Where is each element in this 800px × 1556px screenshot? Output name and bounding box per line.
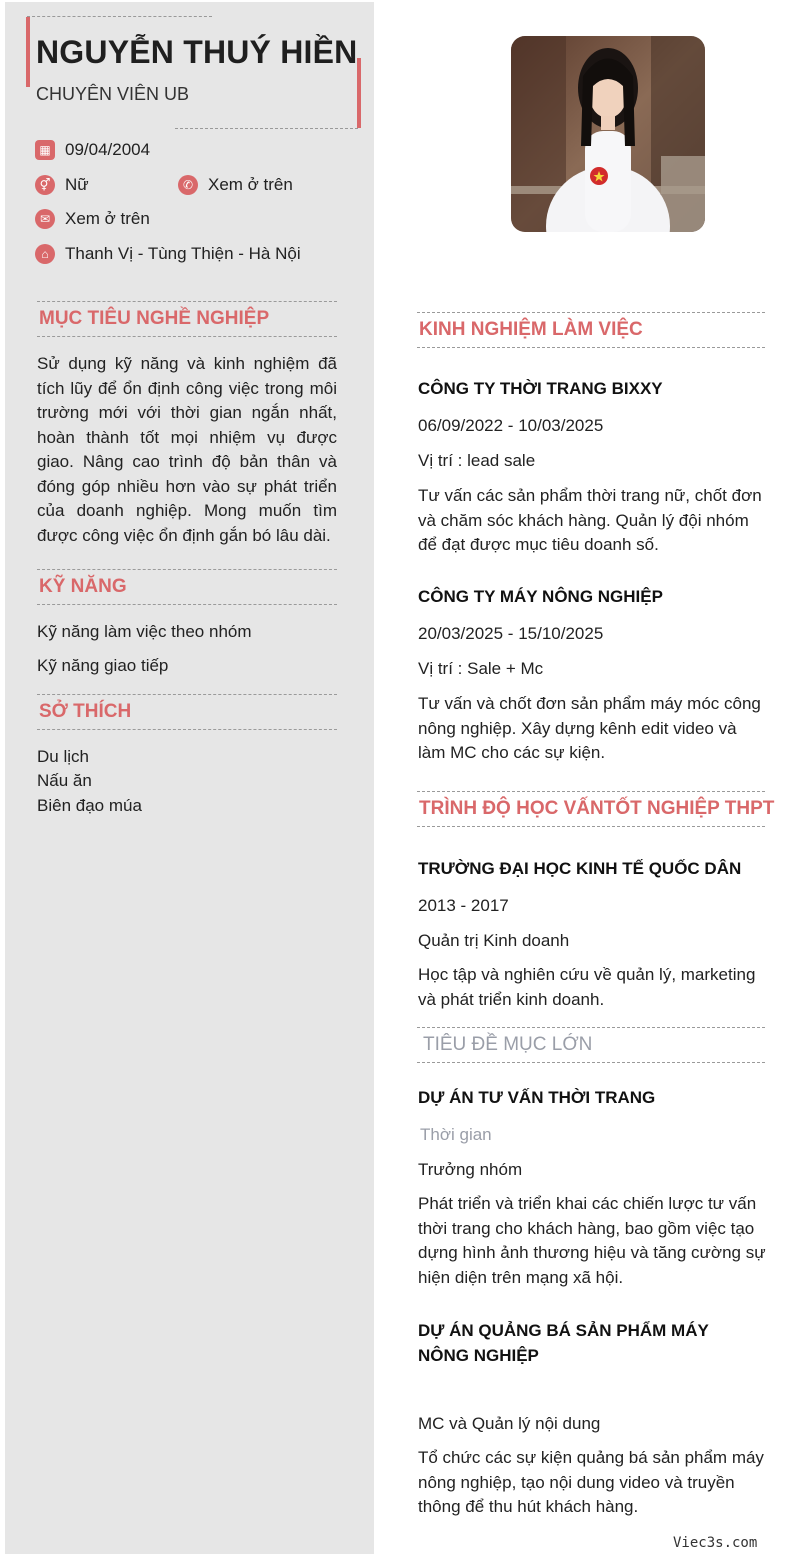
experience-role: Vị trí : lead sale <box>418 451 536 470</box>
objective-title: MỤC TIÊU NGHỀ NGHIỆP <box>37 301 337 337</box>
project-name: DỰ ÁN QUẢNG BÁ SẢN PHẨM MÁY NÔNG NGHIỆP <box>418 1321 709 1365</box>
skill-item: Kỹ năng làm việc theo nhóm <box>37 622 252 641</box>
objective-text: Sử dụng kỹ năng và kinh nghiệm đã tích lũy để ổn định công việc trong môi trường mới với thời gian ngắn nhất, hoàn thành tốt mọi nhiệm vụ được giao. Nâng cao trình độ bản thân và đóng góp nhiều hơn vào sự phát triển của doanh nghiệp. Mong muốn tìm được công việc ổn định gắn bó lâu dài. <box>37 354 337 545</box>
header-accent-left <box>26 17 30 87</box>
candidate-name: NGUYỄN THUÝ HIỀN <box>36 34 358 70</box>
header-divider-top <box>27 16 212 17</box>
watermark: Viec3s.com <box>673 1535 758 1551</box>
experience-company: CÔNG TY THỜI TRANG BIXXY <box>418 379 663 398</box>
home-icon: ⌂ <box>35 244 55 264</box>
hobby-item: Biên đạo múa <box>37 796 142 815</box>
phone-value: Xem ở trên <box>208 175 293 194</box>
gender-row <box>35 175 89 195</box>
projects-title: TIÊU ĐỀ MỤC LỚN <box>417 1027 765 1063</box>
skills-title: KỸ NĂNG <box>37 569 337 605</box>
email-row <box>35 209 150 229</box>
hobby-item: Du lịch <box>37 747 89 766</box>
address-value: Thanh Vị - Tùng Thiện - Hà Nội <box>65 244 301 263</box>
project-role: Trưởng nhóm <box>418 1160 523 1179</box>
header-accent-right <box>357 58 361 128</box>
experience-title: KINH NGHIỆM LÀM VIỆC <box>417 312 765 348</box>
birthday-value: 09/04/2004 <box>65 140 151 159</box>
education-major: Quản trị Kinh doanh <box>418 931 570 950</box>
education-description: Học tập và nghiên cứu về quản lý, marketing và phát triển kinh doanh. <box>418 965 756 1009</box>
email-value: Xem ở trên <box>65 209 150 228</box>
experience-description: Tư vấn các sản phẩm thời trang nữ, chốt đơn và chăm sóc khách hàng. Quản lý đội nhóm để đạt được mục tiêu doanh số. <box>418 486 762 554</box>
profile-photo <box>511 36 705 232</box>
education-title: TRÌNH ĐỘ HỌC VẤNTỐT NGHIỆP THPT <box>417 791 765 827</box>
experience-description: Tư vấn và chốt đơn sản phẩm máy móc công nông nghiệp. Xây dựng kênh edit video và làm MC cho các sự kiện. <box>418 694 761 762</box>
profile-photo-illustration <box>511 36 705 232</box>
experience-role: Vị trí : Sale + Mc <box>418 659 544 678</box>
education-period: 2013 - 2017 <box>418 896 509 915</box>
gender-icon: ⚥ <box>35 175 55 195</box>
candidate-position: CHUYÊN VIÊN UB <box>36 84 190 104</box>
project-role: MC và Quản lý nội dung <box>418 1414 601 1433</box>
project-time: Thời gian <box>420 1125 492 1144</box>
phone-row <box>178 175 293 195</box>
skill-item: Kỹ năng giao tiếp <box>37 656 169 675</box>
hobbies-title: SỞ THÍCH <box>37 694 337 730</box>
calendar-icon: ▦ <box>35 140 55 160</box>
phone-icon: ✆ <box>178 175 198 195</box>
experience-period: 20/03/2025 - 15/10/2025 <box>418 624 604 643</box>
education-school: TRƯỜNG ĐẠI HỌC KINH TẾ QUỐC DÂN <box>418 859 742 878</box>
address-row <box>35 244 301 264</box>
project-description: Tổ chức các sự kiện quảng bá sản phẩm máy nông nghiệp, tạo nội dung video và truyền thông để thu hút khách hàng. <box>418 1448 764 1516</box>
mail-icon: ✉ <box>35 209 55 229</box>
project-description: Phát triển và triển khai các chiến lược tư vấn thời trang cho khách hàng, bao gồm việc tạo dựng hình ảnh thương hiệu và tăng cường sự hiện diện trên mạng xã hội. <box>418 1194 766 1287</box>
project-name: DỰ ÁN TƯ VẤN THỜI TRANG <box>418 1088 656 1107</box>
hobby-item: Nấu ăn <box>37 771 92 790</box>
experience-period: 06/09/2022 - 10/03/2025 <box>418 416 604 435</box>
birthday-row <box>35 140 150 160</box>
gender-value: Nữ <box>65 175 89 194</box>
experience-company: CÔNG TY MÁY NÔNG NGHIỆP <box>418 587 663 606</box>
header-divider-bottom <box>175 128 358 129</box>
